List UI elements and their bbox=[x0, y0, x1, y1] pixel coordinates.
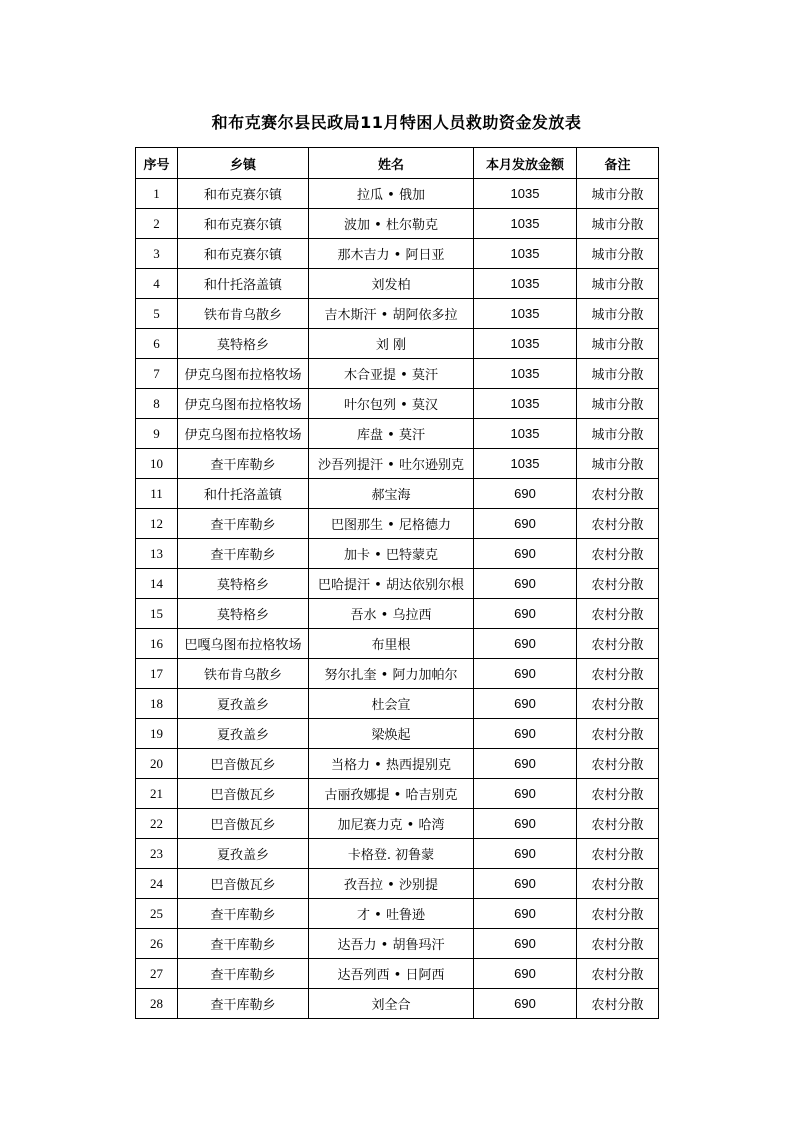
cell-township: 夏孜盖乡 bbox=[178, 689, 309, 719]
table-row bbox=[136, 239, 659, 269]
cell-serial-number: 21 bbox=[136, 779, 178, 809]
cell-name: 当格力 • 热西提别克 bbox=[309, 749, 474, 779]
cell-remarks: 农村分散 bbox=[577, 929, 659, 959]
table-row bbox=[136, 689, 659, 719]
cell-serial-number: 13 bbox=[136, 539, 178, 569]
cell-remarks: 农村分散 bbox=[577, 509, 659, 539]
cell-monthly-amount: 1035 bbox=[474, 359, 577, 389]
cell-monthly-amount: 690 bbox=[474, 959, 577, 989]
cell-monthly-amount: 1035 bbox=[474, 239, 577, 269]
cell-remarks: 农村分散 bbox=[577, 629, 659, 659]
table-body bbox=[136, 179, 659, 1019]
cell-monthly-amount: 690 bbox=[474, 929, 577, 959]
cell-remarks: 农村分散 bbox=[577, 959, 659, 989]
cell-township: 莫特格乡 bbox=[178, 569, 309, 599]
table-row bbox=[136, 509, 659, 539]
cell-township: 夏孜盖乡 bbox=[178, 839, 309, 869]
table-row bbox=[136, 269, 659, 299]
cell-township: 巴音傲瓦乡 bbox=[178, 779, 309, 809]
cell-township: 查干库勒乡 bbox=[178, 959, 309, 989]
cell-township: 查干库勒乡 bbox=[178, 449, 309, 479]
cell-name: 才 • 吐鲁逊 bbox=[309, 899, 474, 929]
cell-monthly-amount: 690 bbox=[474, 839, 577, 869]
cell-serial-number: 15 bbox=[136, 599, 178, 629]
cell-name: 郝宝海 bbox=[309, 479, 474, 509]
cell-township: 伊克乌图布拉格牧场 bbox=[178, 419, 309, 449]
cell-serial-number: 18 bbox=[136, 689, 178, 719]
cell-name: 巴图那生 • 尼格德力 bbox=[309, 509, 474, 539]
cell-name: 加卡 • 巴特蒙克 bbox=[309, 539, 474, 569]
cell-remarks: 农村分散 bbox=[577, 779, 659, 809]
cell-remarks: 农村分散 bbox=[577, 539, 659, 569]
cell-monthly-amount: 690 bbox=[474, 719, 577, 749]
cell-name: 吾水 • 乌拉西 bbox=[309, 599, 474, 629]
document-title: 和布克赛尔县民政局11月特困人员救助资金发放表 bbox=[211, 113, 582, 132]
cell-monthly-amount: 1035 bbox=[474, 299, 577, 329]
cell-remarks: 农村分散 bbox=[577, 899, 659, 929]
cell-name: 达吾列西 • 日阿西 bbox=[309, 959, 474, 989]
cell-township: 巴音傲瓦乡 bbox=[178, 749, 309, 779]
cell-serial-number: 1 bbox=[136, 179, 178, 209]
cell-township: 查干库勒乡 bbox=[178, 899, 309, 929]
cell-township: 和布克赛尔镇 bbox=[178, 239, 309, 269]
cell-monthly-amount: 690 bbox=[474, 509, 577, 539]
cell-serial-number: 26 bbox=[136, 929, 178, 959]
cell-serial-number: 22 bbox=[136, 809, 178, 839]
header-name: 姓名 bbox=[309, 148, 474, 179]
table-header-row bbox=[136, 148, 659, 179]
cell-monthly-amount: 1035 bbox=[474, 209, 577, 239]
table-row bbox=[136, 629, 659, 659]
table-row bbox=[136, 869, 659, 899]
cell-name: 巴哈提汗 • 胡达依别尔根 bbox=[309, 569, 474, 599]
cell-remarks: 农村分散 bbox=[577, 599, 659, 629]
cell-monthly-amount: 690 bbox=[474, 779, 577, 809]
cell-serial-number: 27 bbox=[136, 959, 178, 989]
table-row bbox=[136, 989, 659, 1019]
header-township: 乡镇 bbox=[178, 148, 309, 179]
cell-township: 和布克赛尔镇 bbox=[178, 209, 309, 239]
cell-serial-number: 6 bbox=[136, 329, 178, 359]
cell-township: 查干库勒乡 bbox=[178, 989, 309, 1019]
cell-monthly-amount: 690 bbox=[474, 479, 577, 509]
table-row bbox=[136, 929, 659, 959]
cell-monthly-amount: 690 bbox=[474, 629, 577, 659]
cell-name: 古丽孜娜提 • 哈吉别克 bbox=[309, 779, 474, 809]
table-row bbox=[136, 389, 659, 419]
cell-monthly-amount: 690 bbox=[474, 809, 577, 839]
cell-remarks: 农村分散 bbox=[577, 749, 659, 779]
cell-remarks: 农村分散 bbox=[577, 869, 659, 899]
cell-name: 波加 • 杜尔勒克 bbox=[309, 209, 474, 239]
cell-serial-number: 3 bbox=[136, 239, 178, 269]
cell-serial-number: 16 bbox=[136, 629, 178, 659]
cell-remarks: 农村分散 bbox=[577, 719, 659, 749]
cell-name: 努尔扎奎 • 阿力加帕尔 bbox=[309, 659, 474, 689]
table-row bbox=[136, 359, 659, 389]
cell-serial-number: 4 bbox=[136, 269, 178, 299]
cell-township: 伊克乌图布拉格牧场 bbox=[178, 359, 309, 389]
table-row bbox=[136, 779, 659, 809]
cell-serial-number: 5 bbox=[136, 299, 178, 329]
cell-monthly-amount: 690 bbox=[474, 539, 577, 569]
cell-remarks: 城市分散 bbox=[577, 419, 659, 449]
cell-remarks: 农村分散 bbox=[577, 989, 659, 1019]
table-row bbox=[136, 329, 659, 359]
header-monthly-amount: 本月发放金额 bbox=[474, 148, 577, 179]
cell-name: 梁焕起 bbox=[309, 719, 474, 749]
header-serial-number: 序号 bbox=[136, 148, 178, 179]
relief-fund-table bbox=[135, 147, 659, 1019]
cell-monthly-amount: 690 bbox=[474, 659, 577, 689]
cell-serial-number: 17 bbox=[136, 659, 178, 689]
cell-serial-number: 9 bbox=[136, 419, 178, 449]
cell-township: 查干库勒乡 bbox=[178, 509, 309, 539]
cell-township: 巴嘎乌图布拉格牧场 bbox=[178, 629, 309, 659]
cell-serial-number: 28 bbox=[136, 989, 178, 1019]
cell-remarks: 城市分散 bbox=[577, 449, 659, 479]
cell-remarks: 城市分散 bbox=[577, 329, 659, 359]
table-row bbox=[136, 299, 659, 329]
cell-remarks: 城市分散 bbox=[577, 299, 659, 329]
table-row bbox=[136, 749, 659, 779]
cell-township: 铁布肯乌散乡 bbox=[178, 659, 309, 689]
cell-township: 莫特格乡 bbox=[178, 599, 309, 629]
cell-township: 查干库勒乡 bbox=[178, 539, 309, 569]
cell-monthly-amount: 690 bbox=[474, 869, 577, 899]
cell-monthly-amount: 690 bbox=[474, 989, 577, 1019]
cell-township: 夏孜盖乡 bbox=[178, 719, 309, 749]
cell-name: 布里根 bbox=[309, 629, 474, 659]
cell-remarks: 城市分散 bbox=[577, 239, 659, 269]
cell-serial-number: 7 bbox=[136, 359, 178, 389]
cell-monthly-amount: 690 bbox=[474, 599, 577, 629]
cell-township: 巴音傲瓦乡 bbox=[178, 809, 309, 839]
cell-remarks: 城市分散 bbox=[577, 209, 659, 239]
cell-township: 查干库勒乡 bbox=[178, 929, 309, 959]
cell-serial-number: 24 bbox=[136, 869, 178, 899]
cell-name: 加尼赛力克 • 哈湾 bbox=[309, 809, 474, 839]
table-row bbox=[136, 659, 659, 689]
table-row bbox=[136, 809, 659, 839]
table-row bbox=[136, 179, 659, 209]
cell-remarks: 城市分散 bbox=[577, 179, 659, 209]
cell-name: 杜会宣 bbox=[309, 689, 474, 719]
cell-name: 刘全合 bbox=[309, 989, 474, 1019]
cell-name: 拉瓜 • 俄加 bbox=[309, 179, 474, 209]
cell-township: 和什托洛盖镇 bbox=[178, 479, 309, 509]
cell-remarks: 城市分散 bbox=[577, 269, 659, 299]
cell-township: 和布克赛尔镇 bbox=[178, 179, 309, 209]
cell-remarks: 农村分散 bbox=[577, 809, 659, 839]
cell-monthly-amount: 1035 bbox=[474, 419, 577, 449]
cell-name: 吉木斯汗 • 胡阿依多拉 bbox=[309, 299, 474, 329]
cell-serial-number: 2 bbox=[136, 209, 178, 239]
header-remarks: 备注 bbox=[577, 148, 659, 179]
cell-serial-number: 8 bbox=[136, 389, 178, 419]
cell-remarks: 农村分散 bbox=[577, 839, 659, 869]
cell-township: 铁布肯乌散乡 bbox=[178, 299, 309, 329]
cell-remarks: 农村分散 bbox=[577, 479, 659, 509]
table-row bbox=[136, 719, 659, 749]
table-row bbox=[136, 209, 659, 239]
cell-name: 刘 刚 bbox=[309, 329, 474, 359]
cell-serial-number: 23 bbox=[136, 839, 178, 869]
cell-monthly-amount: 690 bbox=[474, 899, 577, 929]
cell-monthly-amount: 690 bbox=[474, 749, 577, 779]
cell-name: 库盘 • 莫汗 bbox=[309, 419, 474, 449]
table-row bbox=[136, 419, 659, 449]
cell-monthly-amount: 1035 bbox=[474, 329, 577, 359]
table-row bbox=[136, 599, 659, 629]
cell-remarks: 农村分散 bbox=[577, 569, 659, 599]
cell-monthly-amount: 1035 bbox=[474, 179, 577, 209]
cell-serial-number: 14 bbox=[136, 569, 178, 599]
table-row bbox=[136, 479, 659, 509]
table-row bbox=[136, 449, 659, 479]
cell-name: 刘发柏 bbox=[309, 269, 474, 299]
table-row bbox=[136, 959, 659, 989]
cell-monthly-amount: 690 bbox=[474, 689, 577, 719]
cell-serial-number: 11 bbox=[136, 479, 178, 509]
cell-remarks: 城市分散 bbox=[577, 389, 659, 419]
cell-remarks: 农村分散 bbox=[577, 689, 659, 719]
cell-township: 巴音傲瓦乡 bbox=[178, 869, 309, 899]
cell-serial-number: 10 bbox=[136, 449, 178, 479]
cell-remarks: 城市分散 bbox=[577, 359, 659, 389]
cell-serial-number: 19 bbox=[136, 719, 178, 749]
cell-serial-number: 12 bbox=[136, 509, 178, 539]
cell-name: 卡格登. 初鲁蒙 bbox=[309, 839, 474, 869]
cell-township: 莫特格乡 bbox=[178, 329, 309, 359]
table-row bbox=[136, 839, 659, 869]
cell-monthly-amount: 1035 bbox=[474, 389, 577, 419]
cell-name: 叶尔包列 • 莫汉 bbox=[309, 389, 474, 419]
cell-monthly-amount: 1035 bbox=[474, 269, 577, 299]
cell-township: 伊克乌图布拉格牧场 bbox=[178, 389, 309, 419]
cell-name: 木合亚提 • 莫汗 bbox=[309, 359, 474, 389]
cell-name: 沙吾列提汗 • 吐尔逊别克 bbox=[309, 449, 474, 479]
cell-name: 孜吾拉 • 沙别提 bbox=[309, 869, 474, 899]
cell-monthly-amount: 1035 bbox=[474, 449, 577, 479]
cell-serial-number: 25 bbox=[136, 899, 178, 929]
cell-monthly-amount: 690 bbox=[474, 569, 577, 599]
table-row bbox=[136, 569, 659, 599]
cell-remarks: 农村分散 bbox=[577, 659, 659, 689]
cell-name: 那木吉力 • 阿日亚 bbox=[309, 239, 474, 269]
table-row bbox=[136, 899, 659, 929]
cell-name: 达吾力 • 胡鲁玛汗 bbox=[309, 929, 474, 959]
cell-serial-number: 20 bbox=[136, 749, 178, 779]
cell-township: 和什托洛盖镇 bbox=[178, 269, 309, 299]
table-row bbox=[136, 539, 659, 569]
